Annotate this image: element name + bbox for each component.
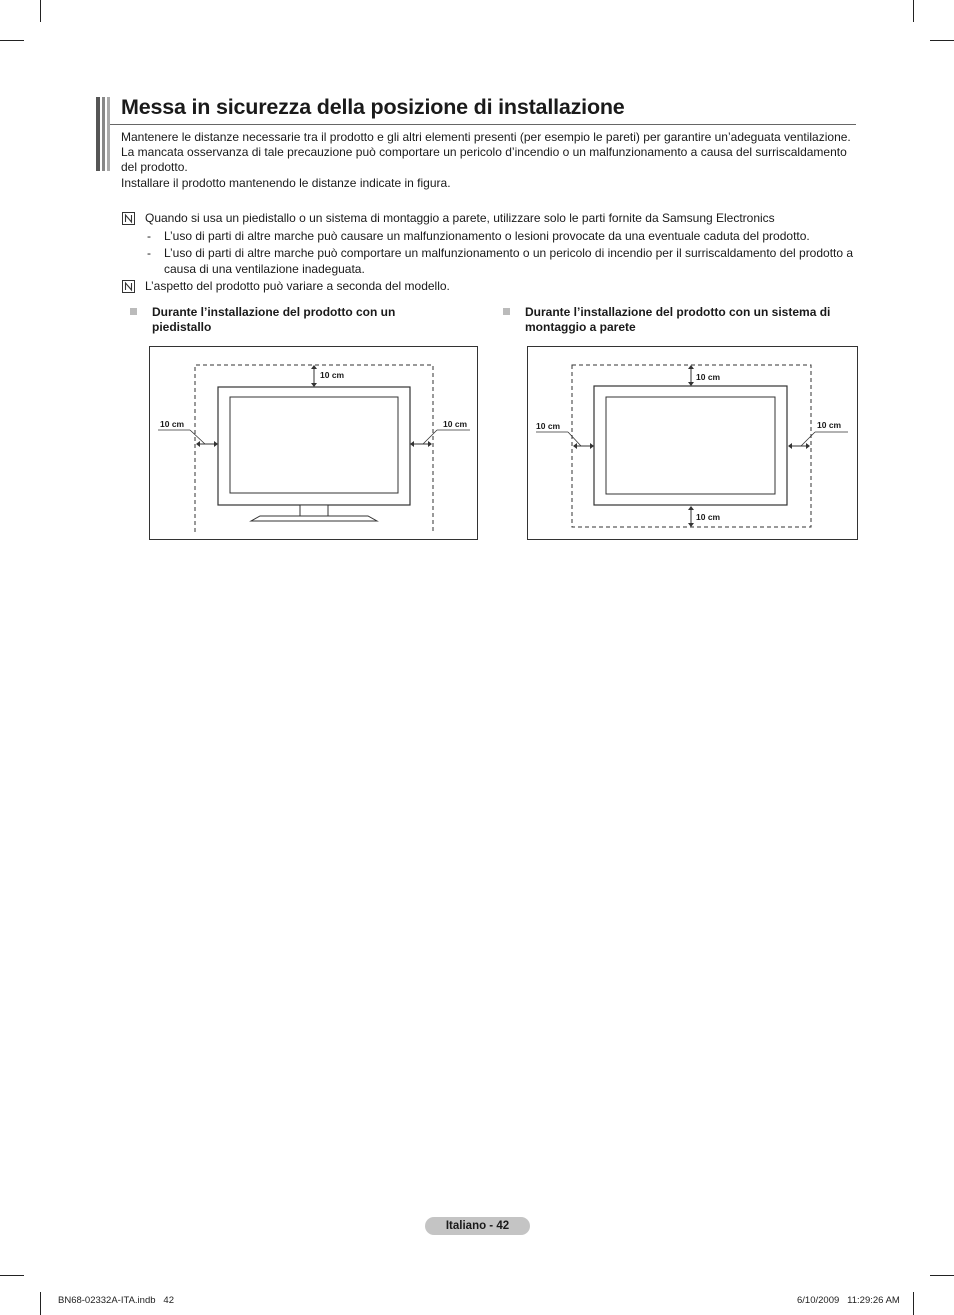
note-text: Quando si usa un piedistallo o un sistema di montaggio a parete, utilizzare solo le parti fornite da Samsung Electronics (145, 211, 775, 225)
figure-stand-clearance (149, 346, 478, 540)
crop-mark (0, 1275, 24, 1276)
figure-wall-clearance (527, 346, 858, 540)
intro-text (121, 130, 856, 191)
figure-heading-text: Durante l’installazione del prodotto con un sistema di montaggio a parete (525, 305, 831, 335)
note-icon (122, 212, 135, 225)
note-icon (122, 280, 135, 293)
footer-file-info: BN68-02332A-ITA.indb 42 (58, 1295, 175, 1306)
list-item-text: L’uso di parti di altre marche può comportare un malfunzionamento o un pericolo di incendio per il surriscaldamento del prodotto a causa di una ventilazione inadeguata. (164, 246, 854, 276)
title-rule (110, 124, 856, 125)
intro-paragraph: Installare il prodotto mantenendo le distanze indicate in figura. (121, 175, 451, 190)
page-title: Messa in sicurezza della posizione di installazione (121, 95, 625, 119)
clearance-label-left: 10 cm (160, 419, 185, 429)
crop-mark (0, 40, 24, 41)
crop-mark (40, 0, 41, 22)
clearance-label-left: 10 cm (536, 421, 561, 431)
clearance-label-right: 10 cm (817, 420, 842, 430)
clearance-label-top: 10 cm (696, 372, 721, 382)
intro-paragraph: La mancata osservanza di tale precauzione può comportare un pericolo d’incendio o un malfunzionamento a causa del surriscaldamento del prodotto. (121, 145, 847, 175)
page-number-badge: Italiano - 42 (425, 1217, 530, 1235)
wall-mount-diagram (528, 347, 857, 539)
bullet-square-icon (503, 308, 510, 315)
clearance-label-bottom: 10 cm (696, 512, 721, 522)
crop-mark (913, 0, 914, 22)
dash-bullet: - (147, 229, 151, 243)
note-text: L’aspetto del prodotto può variare a seconda del modello. (145, 279, 450, 293)
crop-mark (930, 1275, 954, 1276)
title-decoration (96, 97, 110, 171)
intro-paragraph: Mantenere le distanze necessarie tra il prodotto e gli altri elementi presenti (per esempio le pareti) per garantire un’adeguata ventilazione. (121, 130, 851, 144)
crop-mark (40, 1292, 41, 1315)
list-item-text: L’uso di parti di altre marche può causare un malfunzionamento o lesioni provocate da una eventuale caduta del prodotto. (164, 229, 810, 243)
footer-timestamp: 6/10/2009 11:29:26 AM (797, 1295, 900, 1306)
crop-mark (913, 1292, 914, 1315)
crop-mark (930, 40, 954, 41)
dash-bullet: - (147, 246, 151, 260)
figure-heading-text: Durante l’installazione del prodotto con un piedistallo (152, 305, 396, 335)
clearance-label-right: 10 cm (443, 419, 468, 429)
stand-diagram (150, 347, 477, 539)
clearance-label-top: 10 cm (320, 370, 345, 380)
bullet-square-icon (130, 308, 137, 315)
